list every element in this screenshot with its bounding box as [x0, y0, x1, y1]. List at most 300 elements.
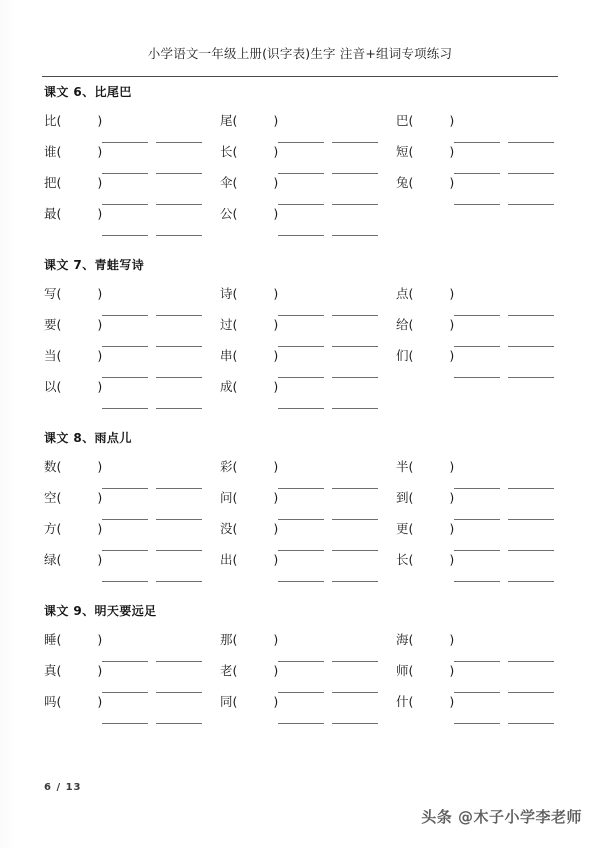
- paren-close: ): [449, 459, 455, 474]
- paren-open: (: [232, 694, 238, 709]
- target-character: 长: [220, 144, 233, 159]
- paren-open: (: [56, 552, 62, 567]
- page-indicator: 6 / 13: [44, 782, 82, 793]
- paren-open: (: [408, 663, 414, 678]
- character-exercise: [220, 205, 378, 236]
- word-blank[interactable]: [102, 723, 148, 724]
- paren-open: (: [56, 632, 62, 647]
- paren-open: (: [232, 175, 238, 190]
- word-blanks: [278, 285, 378, 316]
- word-blanks: [102, 520, 202, 551]
- target-character: 老: [220, 663, 233, 678]
- word-blanks: [454, 112, 554, 143]
- paren-open: (: [56, 317, 62, 332]
- character-exercise: [220, 316, 378, 347]
- pinyin-answer-slot[interactable]: [237, 378, 273, 396]
- character-exercise: [44, 316, 202, 347]
- character-exercise: [396, 112, 554, 143]
- paren-open: (: [408, 521, 414, 536]
- paren-open: (: [408, 175, 414, 190]
- target-character: 比: [44, 113, 57, 128]
- pinyin-answer-slot[interactable]: [413, 631, 449, 649]
- paren-close: ): [97, 552, 103, 567]
- word-blank[interactable]: [332, 723, 378, 724]
- word-blanks: [454, 551, 554, 582]
- word-blanks: [278, 693, 378, 724]
- paren-open: (: [232, 206, 238, 221]
- paren-close: ): [97, 348, 103, 363]
- paren-open: (: [56, 490, 62, 505]
- word-blanks: [102, 143, 202, 174]
- exercise-row: [0, 285, 600, 316]
- target-character: 公: [220, 206, 233, 221]
- target-character: 什: [396, 694, 409, 709]
- word-blanks: [454, 520, 554, 551]
- word-blank[interactable]: [278, 235, 324, 236]
- paren-close: ): [449, 552, 455, 567]
- paren-open: (: [408, 694, 414, 709]
- paren-open: (: [56, 459, 62, 474]
- paren-open: (: [232, 663, 238, 678]
- paren-open: (: [408, 317, 414, 332]
- exercise-row: [0, 631, 600, 662]
- paren-close: ): [449, 521, 455, 536]
- word-blanks: [454, 489, 554, 520]
- word-blank[interactable]: [156, 581, 202, 582]
- paren-open: (: [56, 348, 62, 363]
- exercise-row: [0, 347, 600, 378]
- exercise-row: [0, 205, 600, 236]
- word-blank[interactable]: [454, 581, 500, 582]
- paren-open: (: [232, 286, 238, 301]
- exercise-row: [0, 693, 600, 724]
- character-exercise: [396, 285, 554, 316]
- word-blanks: [102, 285, 202, 316]
- target-character: 尾: [220, 113, 233, 128]
- target-character: 数: [44, 459, 57, 474]
- word-blanks: [454, 174, 554, 205]
- paren-close: ): [97, 632, 103, 647]
- paren-close: ): [449, 317, 455, 332]
- character-exercise: [44, 631, 202, 662]
- page-title: 小学语文一年级上册(识字表)生字 注音+组词专项练习: [147, 46, 453, 61]
- pinyin-answer-slot[interactable]: [237, 551, 273, 569]
- paren-open: (: [408, 490, 414, 505]
- target-character: 空: [44, 490, 57, 505]
- paren-close: ): [273, 379, 279, 394]
- word-blanks: [102, 693, 202, 724]
- pinyin-answer-slot[interactable]: [413, 285, 449, 303]
- paren-open: (: [408, 459, 414, 474]
- character-exercise: [44, 285, 202, 316]
- word-blank[interactable]: [156, 235, 202, 236]
- character-exercise: [44, 347, 202, 378]
- paren-open: (: [408, 348, 414, 363]
- character-exercise: [44, 112, 202, 143]
- paren-close: ): [449, 144, 455, 159]
- paren-close: ): [273, 521, 279, 536]
- character-exercise: [396, 520, 554, 551]
- target-character: 睡: [44, 632, 57, 647]
- word-blanks: [454, 662, 554, 693]
- character-exercise: [220, 347, 378, 378]
- word-blanks: [454, 347, 554, 378]
- word-blanks: [278, 458, 378, 489]
- pinyin-answer-slot[interactable]: [61, 112, 97, 130]
- target-character: 长: [396, 552, 409, 567]
- character-exercise: [44, 143, 202, 174]
- word-blanks: [278, 378, 378, 409]
- word-blanks: [102, 631, 202, 662]
- paren-close: ): [273, 663, 279, 678]
- pinyin-answer-slot[interactable]: [237, 458, 273, 476]
- target-character: 那: [220, 632, 233, 647]
- character-exercise: [220, 143, 378, 174]
- word-blank[interactable]: [278, 408, 324, 409]
- paren-close: ): [449, 663, 455, 678]
- exercise-row: [0, 489, 600, 520]
- paren-open: (: [56, 521, 62, 536]
- exercise-row: [0, 143, 600, 174]
- paren-open: (: [408, 632, 414, 647]
- character-exercise: [396, 174, 554, 205]
- word-blank[interactable]: [156, 723, 202, 724]
- paren-close: ): [273, 490, 279, 505]
- target-character: 们: [396, 348, 409, 363]
- character-exercise: [396, 458, 554, 489]
- target-character: 最: [44, 206, 57, 221]
- target-character: 诗: [220, 286, 233, 301]
- target-character: 给: [396, 317, 409, 332]
- pinyin-answer-slot[interactable]: [61, 489, 97, 507]
- paren-open: (: [56, 113, 62, 128]
- target-character: 同: [220, 694, 233, 709]
- character-exercise: [44, 489, 202, 520]
- word-blanks: [102, 174, 202, 205]
- pinyin-answer-slot[interactable]: [413, 520, 449, 538]
- word-blank[interactable]: [278, 581, 324, 582]
- lesson-section: [0, 603, 600, 724]
- character-exercise: [220, 489, 378, 520]
- word-blanks: [278, 520, 378, 551]
- paren-close: ): [273, 206, 279, 221]
- word-blanks: [454, 631, 554, 662]
- pinyin-answer-slot[interactable]: [237, 520, 273, 538]
- pinyin-answer-slot[interactable]: [61, 316, 97, 334]
- word-blanks: [102, 378, 202, 409]
- target-character: 伞: [220, 175, 233, 190]
- pinyin-answer-slot[interactable]: [61, 458, 97, 476]
- pinyin-answer-slot[interactable]: [413, 112, 449, 130]
- paren-open: (: [408, 113, 414, 128]
- character-exercise: [220, 458, 378, 489]
- pinyin-answer-slot[interactable]: [413, 174, 449, 192]
- pinyin-answer-slot[interactable]: [237, 489, 273, 507]
- paren-open: (: [408, 286, 414, 301]
- exercise-row: [0, 520, 600, 551]
- word-blanks: [278, 174, 378, 205]
- paren-open: (: [232, 144, 238, 159]
- pinyin-answer-slot[interactable]: [237, 174, 273, 192]
- character-exercise: [220, 520, 378, 551]
- word-blanks: [278, 662, 378, 693]
- paren-close: ): [97, 379, 103, 394]
- word-blanks: [102, 551, 202, 582]
- target-character: 绿: [44, 552, 57, 567]
- paren-close: ): [273, 113, 279, 128]
- paren-close: ): [273, 175, 279, 190]
- word-blank[interactable]: [278, 723, 324, 724]
- paren-close: ): [449, 286, 455, 301]
- word-blanks: [102, 205, 202, 236]
- target-character: 半: [396, 459, 409, 474]
- target-character: 到: [396, 490, 409, 505]
- word-blank[interactable]: [156, 408, 202, 409]
- word-blanks: [102, 112, 202, 143]
- pinyin-answer-slot[interactable]: [237, 112, 273, 130]
- character-exercise: [220, 693, 378, 724]
- paren-close: ): [97, 113, 103, 128]
- paren-open: (: [232, 521, 238, 536]
- word-blank[interactable]: [332, 581, 378, 582]
- lesson-section: [0, 430, 600, 582]
- word-blanks: [102, 316, 202, 347]
- word-blanks: [454, 316, 554, 347]
- word-blanks: [102, 347, 202, 378]
- target-character: 更: [396, 521, 409, 536]
- target-character: 当: [44, 348, 57, 363]
- paren-close: ): [449, 490, 455, 505]
- word-blank[interactable]: [508, 581, 554, 582]
- lesson-heading: 课文 9、明天要远足: [44, 604, 157, 618]
- word-blank[interactable]: [508, 723, 554, 724]
- character-exercise: [220, 174, 378, 205]
- pinyin-answer-slot[interactable]: [237, 693, 273, 711]
- pinyin-answer-slot[interactable]: [237, 347, 273, 365]
- word-blanks: [278, 347, 378, 378]
- pinyin-answer-slot[interactable]: [61, 520, 97, 538]
- paren-open: (: [232, 552, 238, 567]
- word-blank[interactable]: [102, 235, 148, 236]
- word-blanks: [454, 693, 554, 724]
- paren-open: (: [56, 144, 62, 159]
- character-exercise: [44, 693, 202, 724]
- pinyin-answer-slot[interactable]: [61, 378, 97, 396]
- exercise-row: [0, 551, 600, 582]
- target-character: 问: [220, 490, 233, 505]
- lesson-heading: 课文 7、青蛙写诗: [44, 258, 145, 272]
- word-blanks: [278, 489, 378, 520]
- target-character: 要: [44, 317, 57, 332]
- character-exercise: [44, 662, 202, 693]
- paren-open: (: [56, 663, 62, 678]
- exercise-row: [0, 458, 600, 489]
- word-blanks: [278, 316, 378, 347]
- paren-close: ): [449, 348, 455, 363]
- pinyin-answer-slot[interactable]: [237, 316, 273, 334]
- pinyin-answer-slot[interactable]: [413, 662, 449, 680]
- target-character: 以: [44, 379, 57, 394]
- character-exercise: [396, 489, 554, 520]
- lesson-heading: 课文 6、比尾巴: [44, 85, 132, 99]
- target-character: 师: [396, 663, 409, 678]
- lesson-section: [0, 84, 600, 236]
- target-character: 点: [396, 286, 409, 301]
- paren-close: ): [97, 490, 103, 505]
- paren-close: ): [273, 286, 279, 301]
- paren-open: (: [232, 113, 238, 128]
- character-exercise: [396, 662, 554, 693]
- pinyin-answer-slot[interactable]: [237, 631, 273, 649]
- paren-close: ): [97, 459, 103, 474]
- target-character: 真: [44, 663, 57, 678]
- paren-close: ): [97, 521, 103, 536]
- character-exercise: [396, 316, 554, 347]
- paren-open: (: [232, 379, 238, 394]
- pinyin-answer-slot[interactable]: [413, 347, 449, 365]
- character-exercise: [44, 174, 202, 205]
- pinyin-answer-slot[interactable]: [237, 285, 273, 303]
- paren-close: ): [97, 206, 103, 221]
- pinyin-answer-slot[interactable]: [61, 285, 97, 303]
- word-blank[interactable]: [454, 723, 500, 724]
- character-exercise: [220, 285, 378, 316]
- target-character: 成: [220, 379, 233, 394]
- pinyin-answer-slot[interactable]: [413, 458, 449, 476]
- character-exercise: [396, 143, 554, 174]
- exercise-row: [0, 174, 600, 205]
- character-exercise: [220, 662, 378, 693]
- target-character: 彩: [220, 459, 233, 474]
- paren-close: ): [97, 144, 103, 159]
- paren-close: ): [97, 175, 103, 190]
- paren-close: ): [449, 694, 455, 709]
- paren-open: (: [232, 459, 238, 474]
- paren-close: ): [449, 113, 455, 128]
- paren-open: (: [408, 552, 414, 567]
- pinyin-answer-slot[interactable]: [237, 143, 273, 161]
- paren-close: ): [273, 632, 279, 647]
- character-exercise: [220, 112, 378, 143]
- word-blank[interactable]: [102, 408, 148, 409]
- pinyin-answer-slot[interactable]: [61, 205, 97, 223]
- exercise-row: [0, 378, 600, 409]
- word-blanks: [102, 458, 202, 489]
- paren-open: (: [232, 317, 238, 332]
- word-blank[interactable]: [332, 235, 378, 236]
- pinyin-answer-slot[interactable]: [413, 316, 449, 334]
- word-blanks: [102, 662, 202, 693]
- paren-close: ): [449, 632, 455, 647]
- paren-close: ): [273, 459, 279, 474]
- paren-close: ): [97, 317, 103, 332]
- paren-open: (: [56, 175, 62, 190]
- pinyin-answer-slot[interactable]: [413, 693, 449, 711]
- character-exercise: [220, 551, 378, 582]
- target-character: 巴: [396, 113, 409, 128]
- exercise-sections: [0, 84, 600, 745]
- word-blanks: [102, 489, 202, 520]
- paren-close: ): [273, 144, 279, 159]
- target-character: 方: [44, 521, 57, 536]
- target-character: 吗: [44, 694, 57, 709]
- pinyin-answer-slot[interactable]: [61, 347, 97, 365]
- paren-open: (: [56, 694, 62, 709]
- lesson-section: [0, 257, 600, 409]
- character-exercise: [44, 520, 202, 551]
- character-exercise: [396, 551, 554, 582]
- paren-close: ): [97, 694, 103, 709]
- target-character: 海: [396, 632, 409, 647]
- target-character: 短: [396, 144, 409, 159]
- paren-open: (: [408, 144, 414, 159]
- character-exercise: [396, 693, 554, 724]
- paren-open: (: [56, 286, 62, 301]
- pinyin-answer-slot[interactable]: [237, 205, 273, 223]
- pinyin-answer-slot[interactable]: [413, 551, 449, 569]
- pinyin-answer-slot[interactable]: [61, 693, 97, 711]
- character-exercise: [44, 458, 202, 489]
- word-blanks: [278, 112, 378, 143]
- pinyin-answer-slot[interactable]: [61, 662, 97, 680]
- pinyin-answer-slot[interactable]: [61, 174, 97, 192]
- word-blanks: [454, 458, 554, 489]
- target-character: 把: [44, 175, 57, 190]
- target-character: 串: [220, 348, 233, 363]
- character-exercise: [220, 378, 378, 409]
- character-exercise: [396, 631, 554, 662]
- paren-close: ): [273, 348, 279, 363]
- exercise-row: [0, 316, 600, 347]
- title-divider: [42, 76, 558, 77]
- pinyin-answer-slot[interactable]: [237, 662, 273, 680]
- paren-close: ): [273, 694, 279, 709]
- paren-open: (: [56, 206, 62, 221]
- paren-open: (: [232, 490, 238, 505]
- paren-close: ): [273, 552, 279, 567]
- pinyin-answer-slot[interactable]: [61, 551, 97, 569]
- paren-close: ): [97, 663, 103, 678]
- exercise-row: [0, 662, 600, 693]
- paren-close: ): [449, 175, 455, 190]
- paren-open: (: [232, 632, 238, 647]
- word-blanks: [278, 551, 378, 582]
- pinyin-answer-slot[interactable]: [413, 489, 449, 507]
- character-exercise: [220, 631, 378, 662]
- pinyin-answer-slot[interactable]: [61, 143, 97, 161]
- paren-close: ): [97, 286, 103, 301]
- pinyin-answer-slot[interactable]: [61, 631, 97, 649]
- word-blanks: [454, 143, 554, 174]
- word-blanks: [278, 631, 378, 662]
- target-character: 写: [44, 286, 57, 301]
- word-blank[interactable]: [102, 581, 148, 582]
- word-blanks: [278, 143, 378, 174]
- character-exercise: [44, 205, 202, 236]
- exercise-row: [0, 112, 600, 143]
- target-character: 没: [220, 521, 233, 536]
- word-blank[interactable]: [332, 408, 378, 409]
- target-character: 兔: [396, 175, 409, 190]
- word-blanks: [454, 285, 554, 316]
- character-exercise: [396, 347, 554, 378]
- pinyin-answer-slot[interactable]: [413, 143, 449, 161]
- paren-open: (: [56, 379, 62, 394]
- paren-open: (: [232, 348, 238, 363]
- paren-close: ): [273, 317, 279, 332]
- target-character: 谁: [44, 144, 57, 159]
- word-blanks: [278, 205, 378, 236]
